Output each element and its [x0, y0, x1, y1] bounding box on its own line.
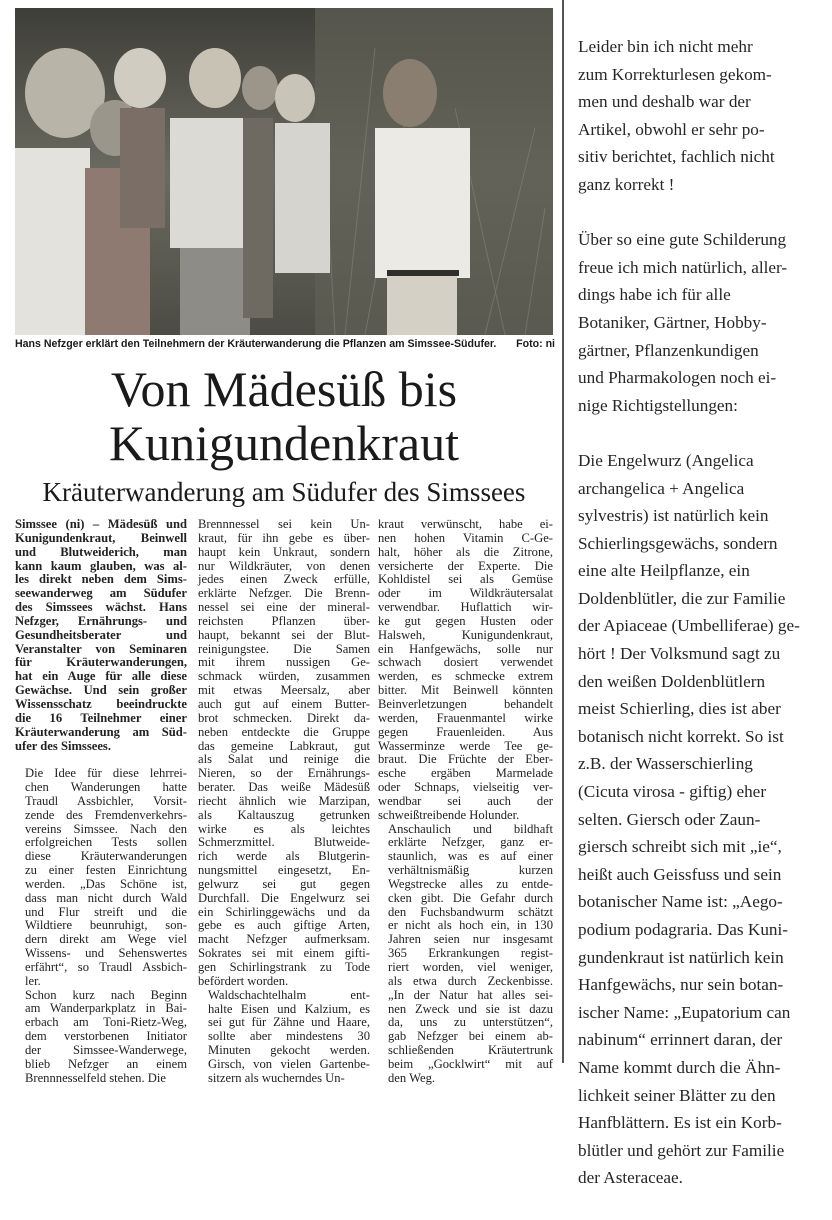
text-line: blieb Nefzger an einem — [25, 1056, 187, 1071]
text-line: versicherte der Experte. Die — [378, 558, 553, 573]
text-line: meist Schierling, dies ist aber — [578, 699, 781, 719]
text-line: lichkeit seiner Blätter zu den — [578, 1085, 776, 1105]
text-line: Simssee (ni) – Mädesüß und — [15, 517, 187, 531]
text-line: erklärte Nefzger, ganz er- — [388, 835, 553, 850]
text-line: Botaniker, Gärtner, Hobby- — [578, 312, 767, 332]
article-column-2 — [198, 518, 370, 1086]
text-line: kraut verwünscht, habe ei- — [378, 517, 553, 531]
headline-line-1: Von Mädesüß bis — [110, 361, 458, 417]
lead-paragraph — [15, 518, 187, 753]
text-line: Wildtiere beunruhigt, son- — [25, 918, 187, 933]
text-line: brot schmecken. Direkt da- — [198, 710, 370, 725]
text-line: Brennnessel sei kein Un- — [198, 517, 370, 531]
text-line: nen Zweck und sie ist dazu — [388, 1001, 553, 1016]
text-line: Wegstrecke alles zu entde- — [388, 876, 553, 891]
text-line: auch gut auf einem Butter- — [198, 696, 370, 711]
text-line: sylvestris) ist natürlich kein — [578, 506, 769, 526]
article-column-1 — [15, 518, 187, 1086]
text-line: nige Richtigstellungen: — [578, 395, 738, 415]
text-line: Die Idee für diese lehrrei- — [25, 766, 187, 781]
headline-line-2: Kunigundenkraut — [109, 415, 459, 471]
text-line: der Simssee-Wanderwege, — [25, 1043, 187, 1058]
text-line: Leider bin ich nicht mehr — [578, 37, 753, 56]
text-line: verwendbar. Huflattich wir- — [378, 600, 553, 615]
text-line: les direkt neben dem Sims- — [15, 572, 187, 587]
text-line: er nicht als hoch ein, in 130 — [388, 918, 553, 933]
text-line: Kohldistel sei als Gemüse — [378, 572, 553, 587]
text-line: und Flur streift und die — [25, 904, 187, 919]
text-line: und Pharmakologen noch ei- — [578, 368, 777, 388]
text-line: als Salat und reinige die — [198, 752, 370, 767]
text-line: nur Wildkräuter, von denen — [198, 558, 370, 573]
text-line: Wissens- und Sehenswertes — [25, 946, 187, 961]
note-paragraph — [578, 33, 828, 199]
text-line: freue ich mich natürlich, aller- — [578, 257, 788, 277]
text-line: erfährt“, so Traudl Assbich- — [25, 959, 187, 974]
text-line: gab Nefzger bei einem ab- — [388, 1029, 553, 1044]
text-line: zu einer festen Einrichtung — [25, 863, 187, 878]
text-line: gebe es auch giftige Arten, — [198, 918, 370, 933]
text-line: haupt kein Unkraut, sondern — [198, 544, 370, 559]
body-paragraph — [378, 518, 553, 823]
text-line: des Simssees wächst. Hans — [15, 600, 187, 615]
text-line: Hanfgewächs, nur sein botan- — [578, 975, 784, 995]
text-line: Durchfall. Die Engelwurz sei — [198, 890, 370, 905]
text-line: Kunigundenkraut, Beinwell — [15, 530, 187, 545]
text-line: zende des Fremdenverkehrs- — [25, 807, 187, 822]
text-line: kraut, für ihn gebe es über- — [198, 530, 370, 545]
body-paragraph — [15, 767, 187, 989]
text-line: den weißen Doldenblütlern — [578, 671, 766, 691]
text-line: mit etwas Meersalz, aber — [198, 683, 370, 698]
text-line: und Blutweiderich, man — [15, 544, 187, 559]
text-line: jedes einen Zweck erfülle, — [198, 572, 370, 587]
text-line: Name kommt durch die Ähn- — [578, 1057, 781, 1077]
text-line: Sokrates sei mit einem gifti- — [198, 946, 370, 961]
text-line: Traudl Assbichler, Vorsit- — [25, 793, 187, 808]
text-line: berater. Das weiße Mädesüß — [198, 780, 370, 795]
text-line: ischer Name: „Eupatorium can — [578, 1002, 791, 1022]
text-line: ganz korrekt ! — [578, 174, 675, 194]
text-line: Artikel, obwohl er sehr po- — [578, 119, 765, 139]
text-line: Anschaulich und bildhaft — [388, 821, 553, 836]
text-line: beim „Gocklwirt“ mit auf — [388, 1056, 553, 1071]
text-line: blütler und gehört zur Familie — [578, 1140, 785, 1160]
text-line: verhältnismäßig kurzen — [388, 863, 553, 878]
text-line: als etwa durch Zeckenbisse. — [388, 973, 553, 988]
text-line: nen hohen Vitamin C-Ge- — [378, 530, 553, 545]
text-line: oder im Wildkräutersalat — [378, 586, 553, 601]
text-line: Waldschachtelhalm ent- — [208, 987, 370, 1002]
text-line: für Kräuterwanderungen, — [15, 655, 187, 670]
text-line: gen Schirlingstrank zu Tode — [198, 960, 370, 974]
text-line: seewanderweg am Südufer — [15, 586, 187, 601]
text-line: sitiv berichtet, fachlich nicht — [578, 147, 775, 167]
text-line: bitter. Mit Beinwell könnten — [378, 683, 553, 698]
text-line: nungsmittel eingesetzt, En- — [198, 863, 370, 878]
caption-text: Hans Nefzger erklärt den Teilnehmern der Kräuterwanderung die Pflanzen am Simssee-Südufer. — [15, 338, 497, 350]
text-line: Schmerzmittel. Blutweide- — [198, 835, 370, 850]
text-line: den Fuchsbandwurm schätzt — [388, 904, 553, 919]
text-line: botanisch nicht korrekt. So ist — [578, 726, 784, 746]
text-line: Minuten gekocht werden. — [208, 1043, 370, 1058]
text-line: schwach dosiert verwendet — [378, 655, 553, 670]
text-line: vereins Simssee. Nach den — [25, 821, 187, 836]
text-line: staunlich, was es auf einer — [388, 849, 553, 864]
body-paragraph — [198, 518, 370, 989]
text-line: ke gut gegen Husten oder — [378, 613, 553, 628]
photo-caption — [15, 338, 555, 350]
text-line: Nefzger, Ernährungs- und — [15, 613, 187, 628]
text-line: Beinverletzungen behandelt — [378, 696, 553, 711]
text-line: zum Korrekturlesen gekom- — [578, 64, 772, 84]
text-line: gegen Frauenleiden. Aus — [378, 724, 553, 739]
text-line: dings habe ich für alle — [578, 285, 731, 305]
text-line: Doldenblütler, die zur Familie — [578, 588, 786, 608]
text-line: schließenden Kräutertrunk — [388, 1043, 553, 1058]
text-line: eine alte Heilpflanze, ein — [578, 561, 750, 581]
text-line: chen Wanderungen hatte — [25, 779, 187, 794]
text-line: macht Nefzger aufmerksam. — [198, 932, 370, 947]
photo-credit: Foto: ni — [516, 338, 555, 350]
text-line: riecht ähnlich wie Marzipan, — [198, 793, 370, 808]
text-line: das gemeine Labkraut, gut — [198, 738, 370, 753]
text-line: schweißtreibende Holunder. — [378, 807, 520, 822]
text-line: Girsch, von vielen Gartenbe- — [208, 1056, 370, 1071]
text-line: Halsweh, Kunigundenkraut, — [378, 627, 553, 642]
text-line: braut. Die Früchte der Eber- — [378, 752, 553, 767]
text-line: ler. — [25, 973, 41, 988]
text-line: hat ein Auge für alle diese — [15, 669, 187, 684]
text-line: haupt, bekannt sei der Blut- — [198, 627, 370, 642]
body-paragraph — [378, 823, 553, 1086]
text-line: erklärte Nefzger. Die Brenn- — [198, 586, 370, 601]
text-line: Schon kurz nach Beginn — [25, 987, 187, 1002]
article-column-3 — [378, 518, 553, 1086]
text-line: 365 Erkrankungen regist- — [388, 946, 553, 961]
text-line: kann kaum glauben, was al- — [15, 558, 187, 573]
text-line: mit ihrem nussigen Ge- — [198, 655, 370, 670]
text-line: gelwurz sei gut gegen — [198, 876, 370, 891]
text-line: Schierlingsgewächs, sondern — [578, 533, 778, 553]
text-line: der Apiaceae (Umbelliferae) ge- — [578, 616, 800, 636]
text-line: giersch schreibt sich mit „ie“, — [578, 837, 782, 857]
text-line: ufer des Simssees. — [15, 738, 111, 753]
text-line: Wasserminze werde Tee ge- — [378, 738, 553, 753]
correction-note — [578, 33, 828, 1220]
text-line: Nieren, so der Ernährungs- — [198, 766, 370, 781]
column-divider — [562, 0, 564, 1063]
text-line: cken gibt. Die Gefahr durch — [388, 890, 553, 905]
text-line: dass man nicht durch Wald — [25, 890, 187, 905]
text-line: werden. „Das Schöne ist, — [25, 876, 187, 891]
text-line: wirke es als leichtes — [198, 821, 370, 836]
text-line: reinigungstee. Die Samen — [198, 641, 370, 656]
text-line: Jahren seien nur insgesamt — [388, 932, 553, 947]
text-line: wendbar sei auch der — [378, 793, 553, 808]
text-line: werden, es schmecke extrem — [378, 669, 553, 684]
text-line: „In der Natur hat alles sei- — [388, 987, 553, 1002]
body-paragraph — [198, 989, 370, 1086]
text-line: befördert worden. — [198, 973, 289, 988]
text-line: sollte aber mindestens 30 — [208, 1029, 370, 1044]
text-line: schmack würden, zusammen — [198, 669, 370, 684]
text-line: esche ergäben Marmelade — [378, 766, 553, 781]
body-paragraph — [15, 989, 187, 1086]
text-line: gärtner, Pflanzenkundigen — [578, 340, 759, 360]
text-line: podium podagraria. Das Kuni- — [578, 920, 789, 939]
subheadline: Kräuterwanderung am Südufer des Simssees — [42, 477, 526, 507]
text-line: da, uns zu unterstützen“, — [388, 1015, 553, 1030]
text-line: am Wanderparkplatz in Bai- — [25, 1001, 187, 1016]
text-line: reichsten Pflanzen über- — [198, 613, 370, 628]
text-line: nessel sei eine der mineral- — [198, 600, 370, 615]
text-line: men und deshalb war der — [578, 92, 751, 112]
text-line: (Cicuta virosa - giftig) eher — [578, 782, 767, 802]
text-line: halt, höher als die Zitrone, — [378, 544, 553, 559]
text-line: halte Eisen und Kalzium, es — [208, 1001, 370, 1016]
text-line: Wissensschatz beeindruckte — [15, 696, 187, 711]
text-line: heißt auch Geissfuss und sein — [578, 864, 782, 884]
text-line: Gesundheitsberater und — [15, 627, 187, 642]
text-line: erbach am Toni-Rietz-Weg, — [25, 1015, 187, 1030]
text-line: ein Hanfgewächs, solle nur — [378, 641, 553, 656]
text-line: Hanfblättern. Es ist ein Korb- — [578, 1113, 782, 1133]
text-line: die 16 Teilnehmer einer — [15, 710, 187, 725]
note-paragraph — [578, 226, 828, 419]
text-line: dem verstorbenen Initiator — [25, 1029, 187, 1044]
text-line: sei gut für Zähne und Haare, — [208, 1015, 370, 1030]
text-line: nabinum“ errinnert daran, der — [578, 1030, 783, 1050]
text-line: z.B. der Wasserschierling — [578, 754, 753, 774]
text-line: werden, Frauenmantel wirke — [378, 710, 553, 725]
text-line: archangelica + Angelica — [578, 478, 745, 498]
text-line: dern direkt am Wege viel — [25, 932, 187, 947]
article-photo — [15, 8, 553, 335]
text-line: den Weg. — [388, 1070, 436, 1085]
text-line: rich werde als Blutgerin- — [198, 849, 370, 864]
text-line: Die Engelwurz (Angelica — [578, 450, 754, 470]
text-line: Kräuterwanderung am Süd- — [15, 724, 187, 739]
text-line: Veranstalter von Seminaren — [15, 641, 187, 656]
text-line: hört ! Der Volksmund sagt zu — [578, 644, 781, 664]
text-line: sitzern als wucherndes Un- — [208, 1070, 345, 1085]
text-line: gundenkraut ist natürlich kein — [578, 947, 784, 967]
text-line: riert worden, viel weniger, — [388, 960, 553, 974]
text-line: Über so eine gute Schilderung — [578, 230, 787, 250]
text-line: der Asteraceae. — [578, 1168, 683, 1188]
text-line: Gewächse. Und sein großer — [15, 683, 187, 698]
text-line: oder Schnaps, vielseitig ver- — [378, 780, 553, 795]
text-line: Brennnesselfeld stehen. Die — [25, 1070, 166, 1085]
note-paragraph — [578, 447, 828, 1192]
text-line: ein Schirlinggewächs und da — [198, 904, 370, 919]
text-line: botanischer Name ist: „Aego- — [578, 892, 783, 912]
text-line: diese Kräuterwanderungen — [25, 849, 187, 864]
text-line: als Kaltauszug getrunken — [198, 807, 370, 822]
photo-hikers-herb-walk — [15, 8, 553, 335]
text-line: selten. Giersch oder Zaun- — [578, 809, 761, 829]
text-line: neben entdeckte die Gruppe — [198, 724, 370, 739]
text-line: erfolgreichen Tests sollen — [25, 835, 187, 850]
